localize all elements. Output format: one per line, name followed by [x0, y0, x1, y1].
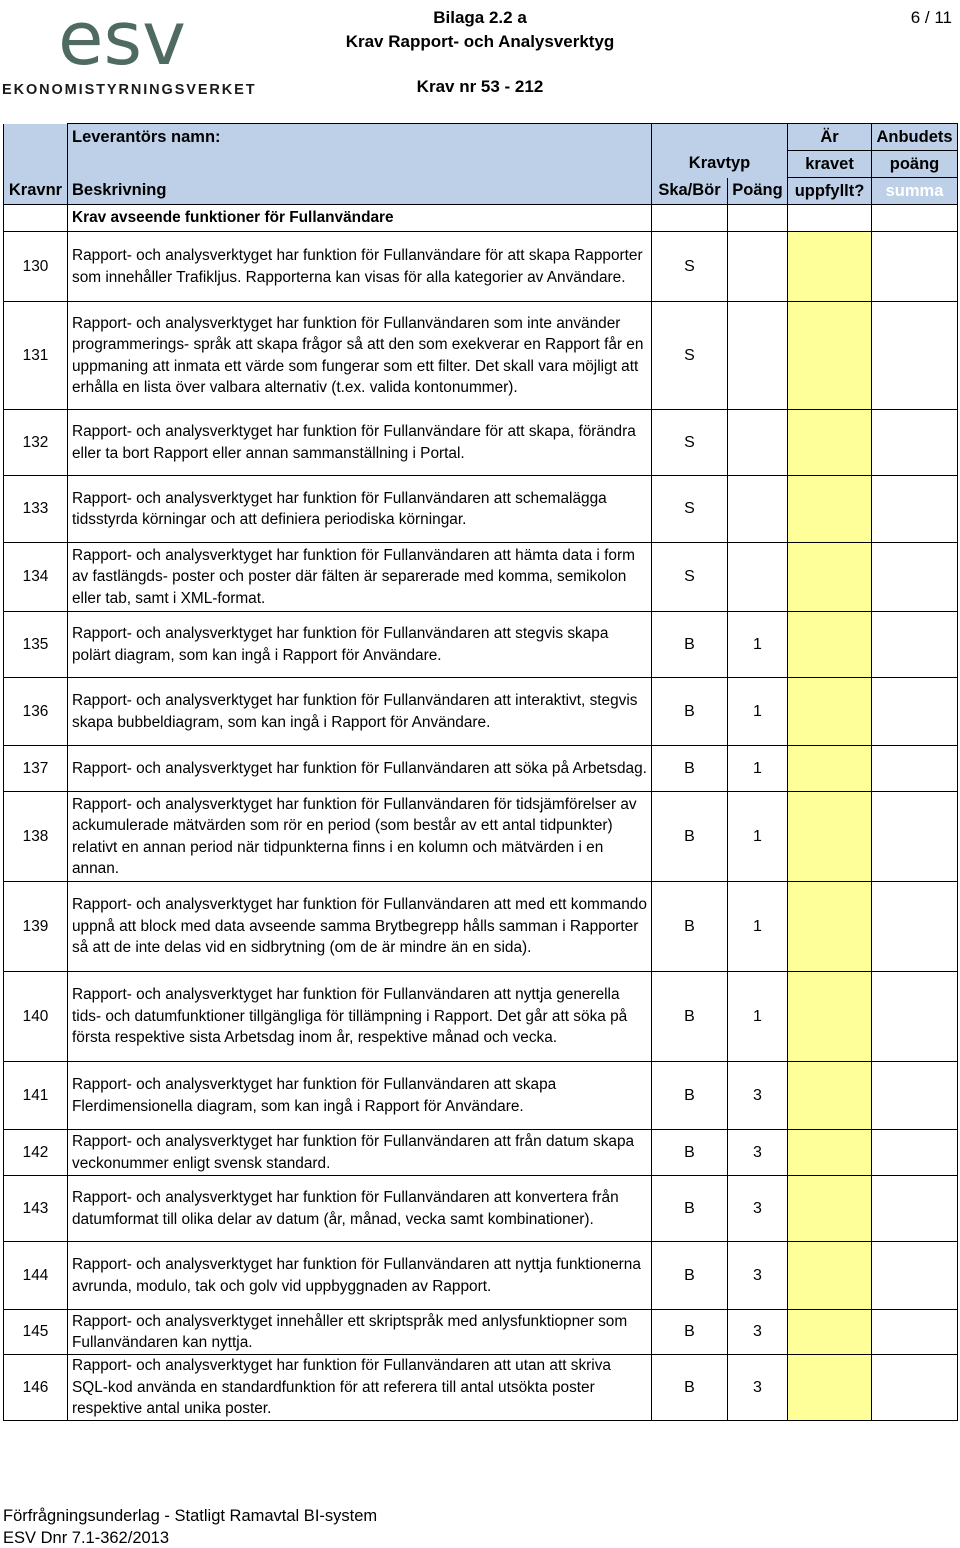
requirement-type: S — [652, 232, 728, 302]
section-nr-cell — [4, 205, 68, 232]
table-row — [4, 1242, 958, 1310]
bid-points-sum-cell — [872, 410, 958, 476]
requirement-points: 1 — [728, 746, 788, 792]
fulfilled-answer-cell[interactable] — [788, 792, 872, 882]
requirement-description: Rapport- och analysverktyget har funktion för Fullanvändaren att konvertera från datumformat till olika delar av datum (år, månad, vecka samt kombinationer). — [68, 1176, 652, 1242]
bid-points-sum-cell — [872, 1062, 958, 1130]
table-row — [4, 612, 958, 678]
requirement-number: 132 — [4, 410, 68, 476]
bid-points-sum-cell — [872, 972, 958, 1062]
table-row — [4, 882, 958, 972]
requirement-number: 139 — [4, 882, 68, 972]
requirement-type: S — [652, 543, 728, 612]
requirement-number: 130 — [4, 232, 68, 302]
requirement-type: B — [652, 612, 728, 678]
bilaga-label: Bilaga 2.2 a — [433, 8, 527, 27]
header-poang-col: Poäng — [728, 178, 788, 205]
requirement-points — [728, 476, 788, 543]
requirement-type: B — [652, 746, 728, 792]
page-number: 6 / 11 — [910, 8, 952, 27]
fulfilled-answer-cell[interactable] — [788, 746, 872, 792]
fulfilled-answer-cell[interactable] — [788, 302, 872, 410]
requirements-table — [3, 123, 958, 1421]
requirement-points: 3 — [728, 1176, 788, 1242]
bid-points-sum-cell — [872, 612, 958, 678]
requirement-description: Rapport- och analysverktyget har funktion för Fullanvändaren att skapa Flerdimensionella diagram, som kan ingå i Rapport för Användare. — [68, 1062, 652, 1130]
fulfilled-answer-cell[interactable] — [788, 882, 872, 972]
bid-points-sum-cell — [872, 543, 958, 612]
section-pts-cell — [728, 205, 788, 232]
requirement-type: S — [652, 476, 728, 543]
section-row — [4, 205, 958, 232]
section-typ-cell — [652, 205, 728, 232]
fulfilled-answer-cell[interactable] — [788, 1310, 872, 1355]
requirement-description: Rapport- och analysverktyget har funktion för Fullanvändaren att från datum skapa veckonummer enligt svensk standard. — [68, 1130, 652, 1176]
footer-dnr: ESV Dnr 7.1-362/2013 — [3, 1529, 170, 1547]
fulfilled-answer-cell[interactable] — [788, 1355, 872, 1421]
requirement-type: B — [652, 972, 728, 1062]
header-summa: summa — [872, 178, 958, 205]
requirement-number: 138 — [4, 792, 68, 882]
requirement-type: B — [652, 1355, 728, 1421]
logo-name: EKONOMISTYRNINGSVERKET — [2, 82, 257, 98]
header-ar: Är — [788, 124, 872, 151]
requirement-number: 146 — [4, 1355, 68, 1421]
requirement-type: B — [652, 1176, 728, 1242]
requirement-points: 3 — [728, 1062, 788, 1130]
bid-points-sum-cell — [872, 792, 958, 882]
requirement-points: 1 — [728, 972, 788, 1062]
fulfilled-answer-cell[interactable] — [788, 1176, 872, 1242]
table-row — [4, 1130, 958, 1176]
requirement-points: 3 — [728, 1242, 788, 1310]
section-ans-cell — [788, 205, 872, 232]
supplier-name-field[interactable] — [68, 151, 652, 178]
requirement-number: 142 — [4, 1130, 68, 1176]
table-row — [4, 1310, 958, 1355]
table-header — [4, 124, 958, 205]
requirement-number: 145 — [4, 1310, 68, 1355]
bid-points-sum-cell — [872, 746, 958, 792]
section-sum-cell — [872, 205, 958, 232]
requirement-number: 143 — [4, 1176, 68, 1242]
requirement-description: Rapport- och analysverktyget har funktion för Fullanvändaren för tidsjämförelser av ackumulerade mätvärden som rör en period (som består av ett antal tidpunkter) relativt en annan period när tidpunkterna finns i en kolumn och mätvärden i en annan. — [68, 792, 652, 882]
requirement-number: 136 — [4, 678, 68, 746]
bid-points-sum-cell — [872, 1130, 958, 1176]
requirement-points: 1 — [728, 882, 788, 972]
requirement-description: Rapport- och analysverktyget har funktion för Fullanvändaren att interaktivt, stegvis skapa bubbeldiagram, som kan ingå i Rapport för Användare. — [68, 678, 652, 746]
requirement-type: B — [652, 882, 728, 972]
supplier-name-label: Leverantörs namn: — [68, 124, 652, 151]
requirement-description: Rapport- och analysverktyget har funktion för Fullanvändaren att utan att skriva SQL-kod använda en standardfunktion för att referera till antal utsökta poster respektive antal unika poster. — [68, 1355, 652, 1421]
table-row — [4, 1176, 958, 1242]
bid-points-sum-cell — [872, 1176, 958, 1242]
fulfilled-answer-cell[interactable] — [788, 1130, 872, 1176]
requirement-description: Rapport- och analysverktyget har funktion för Fullanvändaren att schemalägga tidsstyrda körningar och att definiera periodiska körningar. — [68, 476, 652, 543]
requirement-type: S — [652, 302, 728, 410]
requirement-points: 3 — [728, 1310, 788, 1355]
document-title: Krav Rapport- och Analysverktyg — [345, 32, 615, 51]
fulfilled-answer-cell[interactable] — [788, 232, 872, 302]
requirement-number: 131 — [4, 302, 68, 410]
fulfilled-answer-cell[interactable] — [788, 612, 872, 678]
requirement-type: B — [652, 1130, 728, 1176]
requirement-type: B — [652, 1310, 728, 1355]
bid-points-sum-cell — [872, 882, 958, 972]
requirement-number: 137 — [4, 746, 68, 792]
requirement-type: B — [652, 678, 728, 746]
requirement-number: 135 — [4, 612, 68, 678]
requirement-number: 134 — [4, 543, 68, 612]
fulfilled-answer-cell[interactable] — [788, 1062, 872, 1130]
table-row — [4, 232, 958, 302]
requirements-body — [4, 205, 958, 1421]
footer-document-name: Förfrågningsunderlag - Statligt Ramavtal BI-system — [3, 1507, 378, 1525]
header-ska-bor: Ska/Bör — [652, 178, 728, 205]
table-row — [4, 678, 958, 746]
table-row — [4, 302, 958, 410]
esv-logo-icon — [58, 4, 198, 76]
fulfilled-answer-cell[interactable] — [788, 476, 872, 543]
requirement-points: 1 — [728, 678, 788, 746]
header-poang: poäng — [872, 151, 958, 178]
requirement-description: Rapport- och analysverktyget har funktion för Fullanvändaren att hämta data i form av fastlängds- poster och poster där fälten är separerade med komma, semikolon eller tab, samt i XML-format. — [68, 543, 652, 612]
requirement-type: S — [652, 410, 728, 476]
requirement-number: 144 — [4, 1242, 68, 1310]
table-row — [4, 543, 958, 612]
header-kravnr: Kravnr — [4, 178, 68, 205]
requirement-description: Rapport- och analysverktyget har funktion för Fullanvändaren att nyttja generella tids- och datumfunktioner tillgängliga för tillämpning i Rapport. Det går att söka på första respektive sista Arbetsdag inom år, respektive månad och vecka. — [68, 972, 652, 1062]
fulfilled-answer-cell[interactable] — [788, 543, 872, 612]
requirement-type: B — [652, 1062, 728, 1130]
bid-points-sum-cell — [872, 232, 958, 302]
bid-points-sum-cell — [872, 678, 958, 746]
header-blank-cell — [4, 124, 68, 151]
bid-points-sum-cell — [872, 1242, 958, 1310]
requirement-points: 3 — [728, 1355, 788, 1421]
header-anbudets: Anbudets — [872, 124, 958, 151]
requirement-points: 3 — [728, 1130, 788, 1176]
fulfilled-answer-cell[interactable] — [788, 972, 872, 1062]
requirement-description: Rapport- och analysverktyget innehåller ett skriptspråk med anlysfunktiopner som Fullanvändaren kan nyttja. — [68, 1310, 652, 1355]
table-row — [4, 972, 958, 1062]
fulfilled-answer-cell[interactable] — [788, 410, 872, 476]
logo-wordmark: esv — [58, 4, 186, 76]
table-row — [4, 1355, 958, 1421]
requirement-points — [728, 543, 788, 612]
requirement-number: 140 — [4, 972, 68, 1062]
requirement-points — [728, 232, 788, 302]
table-row — [4, 476, 958, 543]
requirement-description: Rapport- och analysverktyget har funktion för Fullanvändare för att skapa, förändra eller ta bort Rapport eller annan sammanställning i Portal. — [68, 410, 652, 476]
section-title: Krav avseende funktioner för Fullanvändare — [68, 205, 652, 232]
esv-logo — [0, 0, 257, 104]
requirement-description: Rapport- och analysverktyget har funktion för Fullanvändare för att skapa Rapporter som innehåller Trafikljus. Rapporterna kan visas för alla kategorier av Användare. — [68, 232, 652, 302]
krav-number-range: Krav nr 53 - 212 — [416, 77, 544, 96]
requirement-points — [728, 302, 788, 410]
requirement-description: Rapport- och analysverktyget har funktion för Fullanvändaren att stegvis skapa polärt diagram, som kan ingå i Rapport för Användare. — [68, 612, 652, 678]
requirement-number: 141 — [4, 1062, 68, 1130]
table-row — [4, 746, 958, 792]
requirement-description: Rapport- och analysverktyget har funktion för Fullanvändaren att söka på Arbetsdag. — [68, 746, 652, 792]
header-uppfyllt: uppfyllt? — [788, 178, 872, 205]
fulfilled-answer-cell[interactable] — [788, 678, 872, 746]
requirement-description: Rapport- och analysverktyget har funktion för Fullanvändaren att nyttja funktionerna avrunda, modulo, tak och golv vid uppbyggnaden av Rapport. — [68, 1242, 652, 1310]
table-row — [4, 1062, 958, 1130]
requirement-points: 1 — [728, 792, 788, 882]
fulfilled-answer-cell[interactable] — [788, 1242, 872, 1310]
requirement-type: B — [652, 1242, 728, 1310]
header-beskrivning: Beskrivning — [68, 178, 652, 205]
requirement-type: B — [652, 792, 728, 882]
table-row — [4, 410, 958, 476]
bid-points-sum-cell — [872, 1355, 958, 1421]
bid-points-sum-cell — [872, 302, 958, 410]
requirement-points: 1 — [728, 612, 788, 678]
table-row — [4, 792, 958, 882]
requirement-description: Rapport- och analysverktyget har funktion för Fullanvändaren att med ett kommando uppnå att block med data avseende samma Brytbegrepp hålls samman i Rapporter så att de inte delas vid en sidbrytning (om de är mindre än en sida). — [68, 882, 652, 972]
bid-points-sum-cell — [872, 476, 958, 543]
header-kravtyp: Kravtyp — [652, 124, 788, 178]
requirement-description: Rapport- och analysverktyget har funktion för Fullanvändaren som inte använder programmerings- språk att skapa frågor så att den som exekverar en Rapport får en uppmaning att inmata ett värde som fungerar som ett filter. Det skall vara möjligt att erhålla en lista över valbara alternativ (t.ex. valida kontonummer). — [68, 302, 652, 410]
requirement-points — [728, 410, 788, 476]
requirement-number: 133 — [4, 476, 68, 543]
bid-points-sum-cell — [872, 1310, 958, 1355]
header-blank-cell — [4, 151, 68, 178]
header-kravet: kravet — [788, 151, 872, 178]
